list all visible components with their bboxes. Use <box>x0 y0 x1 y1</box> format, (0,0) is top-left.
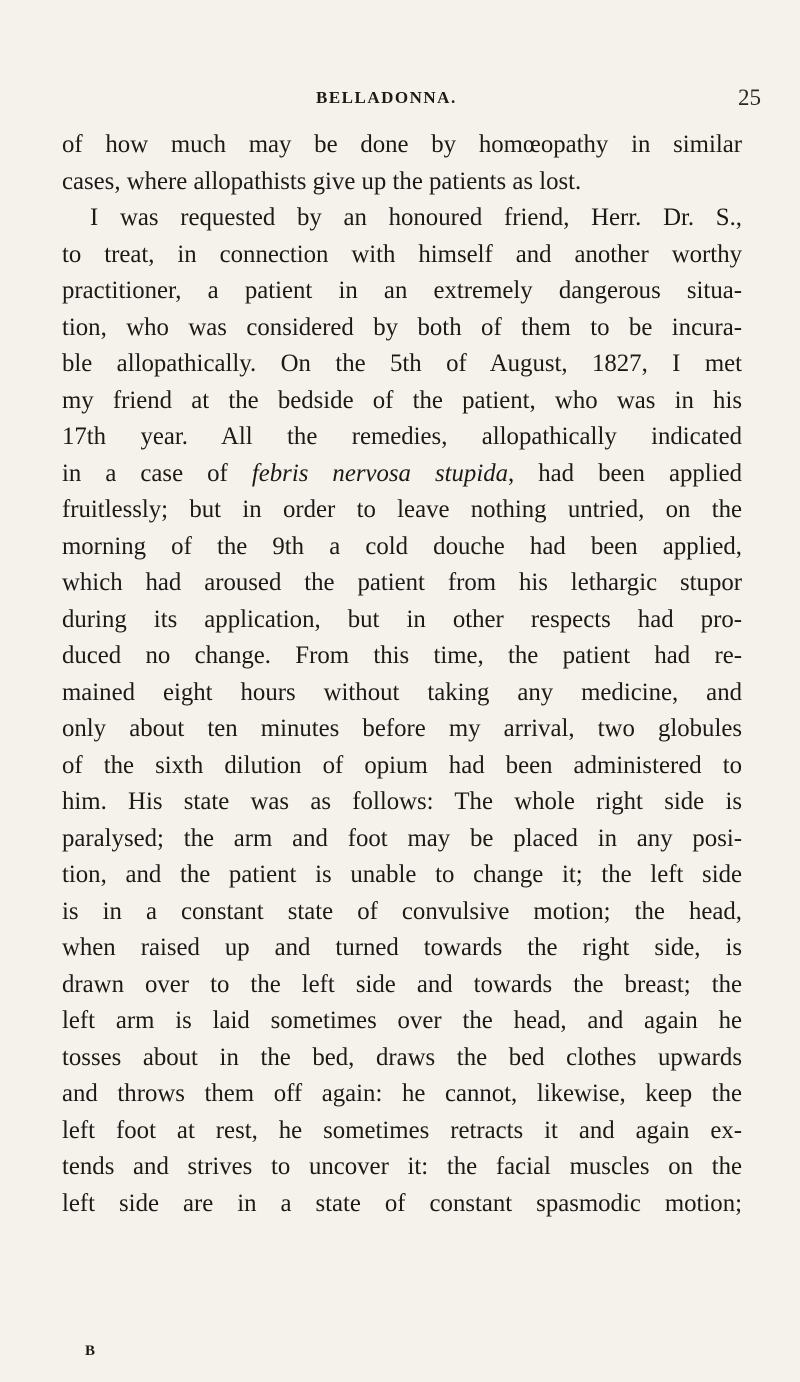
text-line: of the sixth dilution of opium had been administered to <box>62 751 742 779</box>
page-number: 25 <box>738 85 761 110</box>
text-line: left arm is laid sometimes over the head, and again he <box>62 1007 742 1034</box>
running-title: BELLADONNA. <box>316 88 457 107</box>
text-line: paralysed; the arm and foot may be placed in any posi- <box>62 824 742 852</box>
text-line: ble allopathically. On the 5th of August, 1827, I met <box>62 350 742 377</box>
text-line: during its application, but in other respects had pro- <box>62 605 742 633</box>
text-line: drawn over to the left side and towards the breast; the <box>62 970 742 998</box>
text-line: and throws them off again: he cannot, likewise, keep the <box>62 1080 742 1107</box>
text-line: my friend at the bedside of the patient, who was in his <box>62 386 742 414</box>
text-line: fruitlessly; but in order to leave nothing untried, on the <box>62 496 742 523</box>
text-line: him. His state was as follows: The whole right side is <box>62 788 742 815</box>
text-line: 17th year. All the remedies, allopathically indicated <box>62 423 742 450</box>
text-line: is in a constant state of convulsive motion; the head, <box>62 897 742 925</box>
text-line: only about ten minutes before my arrival, two globules <box>62 715 742 742</box>
italic-latin-term: febris nervosa stupida <box>251 459 509 487</box>
text-line: tion, and the patient is unable to change it; the left side <box>62 861 742 888</box>
text-line: cases, where allopathists give up the patients as lost. <box>62 167 582 195</box>
text-line: I was requested by an honoured friend, Herr. Dr. S., <box>90 204 742 231</box>
text-line: left foot at rest, he sometimes retracts it and again ex- <box>62 1116 742 1144</box>
text-segment: , had been applied <box>508 459 742 487</box>
text-line: when raised up and turned towards the right side, is <box>62 934 742 961</box>
text-line: morning of the 9th a cold douche had been applied, <box>62 532 742 560</box>
text-line: to treat, in connection with himself and another worthy <box>62 240 742 268</box>
text-line-mixed <box>62 456 742 493</box>
running-head <box>0 85 800 112</box>
text-line: left side are in a state of constant spasmodic motion; <box>62 1189 742 1217</box>
text-line: tosses about in the bed, draws the bed clothes upwards <box>62 1043 742 1071</box>
body-text <box>62 127 742 1222</box>
text-line: tion, who was considered by both of them to be incura- <box>62 313 742 341</box>
text-line: which had aroused the patient from his lethargic stupor <box>62 569 742 596</box>
signature-mark: B <box>85 1343 96 1359</box>
text-line: practitioner, a patient in an extremely dangerous situa- <box>62 277 742 304</box>
text-line: of how much may be done by homœopathy in similar <box>62 131 742 158</box>
text-line: duced no change. From this time, the patient had re- <box>62 642 742 669</box>
text-line: mained eight hours without taking any medicine, and <box>62 678 742 706</box>
text-line: tends and strives to uncover it: the facial muscles on the <box>62 1153 742 1180</box>
text-segment: in a case of <box>62 459 228 487</box>
